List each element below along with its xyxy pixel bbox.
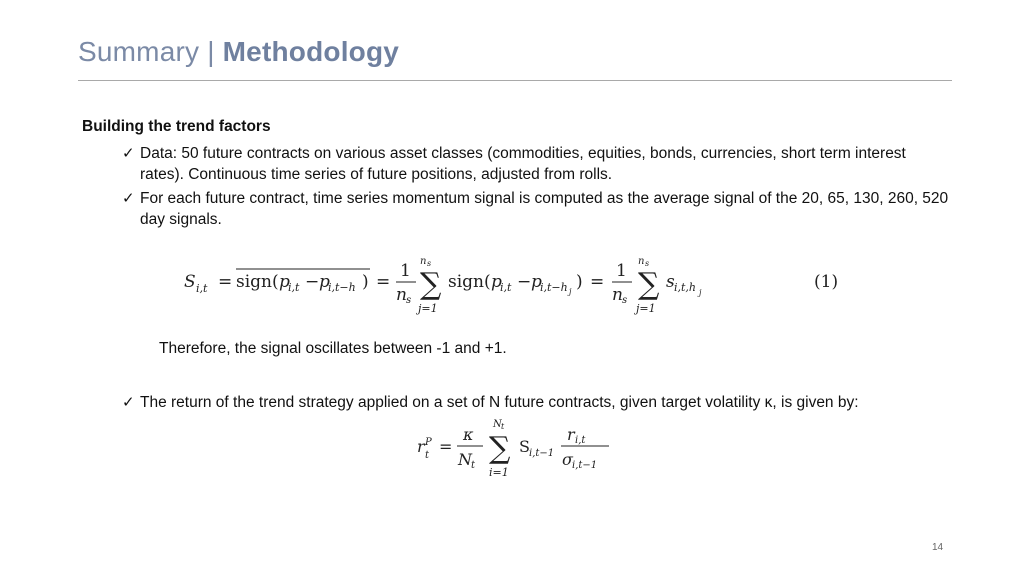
eq-symbol: i=1 bbox=[489, 466, 509, 478]
eq-symbol: t bbox=[501, 422, 505, 431]
section-heading: Building the trend factors bbox=[82, 118, 271, 135]
title-part-methodology: Methodology bbox=[222, 36, 400, 67]
eq-symbol: s bbox=[622, 295, 628, 306]
eq-symbol: j=1 bbox=[418, 302, 438, 315]
eq-symbol: = bbox=[218, 272, 233, 292]
eq-symbol: p bbox=[319, 272, 330, 292]
eq-symbol: s bbox=[666, 272, 675, 292]
title-separator: | bbox=[207, 36, 215, 67]
eq-symbol: r bbox=[417, 437, 425, 456]
bullet-text: Data: 50 future contracts on various asset classes (commodities, equities, bonds, currencies, short term interest rates). Continuous time series of future positions, adjusted from rolls. bbox=[140, 145, 906, 183]
eq-symbol: i,t bbox=[575, 435, 586, 446]
eq-symbol: − bbox=[517, 272, 532, 292]
eq-symbol: p bbox=[531, 272, 542, 292]
checkmark-icon: ✓ bbox=[122, 145, 135, 162]
bullet-text: For each future contract, time series momentum signal is computed as the average signal of the 20, 65, 130, 260, 520 day signals. bbox=[140, 190, 949, 228]
eq-symbol: S bbox=[519, 437, 530, 456]
title-divider bbox=[78, 80, 952, 81]
checkmark-icon: ✓ bbox=[122, 394, 135, 411]
eq-symbol: i,t,h bbox=[674, 281, 697, 294]
eq-symbol: j bbox=[569, 287, 572, 296]
bullet-text: The return of the trend strategy applied on a set of N future contracts, given target volatility κ, is given by: bbox=[140, 394, 859, 411]
slide-title bbox=[78, 36, 399, 68]
sum-icon: ∑ bbox=[489, 431, 511, 466]
eq-symbol: = bbox=[439, 437, 453, 456]
eq-symbol: s bbox=[406, 295, 412, 306]
bullet-data bbox=[122, 143, 952, 185]
eq-symbol: s bbox=[427, 259, 432, 268]
eq-symbol: i,t−h bbox=[328, 281, 356, 294]
bullet-signal bbox=[122, 188, 952, 230]
title-part-summary: Summary bbox=[78, 36, 200, 67]
eq-symbol: t bbox=[471, 460, 476, 471]
eq-symbol: t bbox=[425, 450, 430, 461]
eq-symbol: n bbox=[420, 256, 427, 267]
eq-symbol: s bbox=[645, 259, 650, 268]
eq-symbol: i,t−1 bbox=[529, 448, 555, 459]
eq-symbol: p bbox=[491, 272, 502, 292]
eq-symbol: 1 bbox=[400, 261, 411, 281]
eq-symbol: = bbox=[590, 272, 605, 292]
equation-number: (1) bbox=[814, 272, 839, 292]
signal-equation bbox=[184, 252, 844, 316]
eq-symbol: = bbox=[376, 272, 391, 292]
eq-symbol: − bbox=[305, 272, 320, 292]
eq-symbol: n bbox=[396, 285, 407, 305]
checkmark-icon: ✓ bbox=[122, 190, 135, 207]
eq-symbol: sign( bbox=[236, 272, 279, 292]
eq-symbol: σ bbox=[562, 450, 573, 469]
eq-symbol: i,t bbox=[288, 281, 300, 294]
eq-symbol: sign( bbox=[448, 272, 491, 292]
sum-icon: ∑ bbox=[420, 267, 442, 302]
eq-symbol: N bbox=[493, 419, 502, 430]
sum-icon: ∑ bbox=[638, 267, 660, 302]
eq-symbol: n bbox=[612, 285, 623, 305]
eq-symbol: N bbox=[458, 450, 472, 469]
eq-symbol: i,t−1 bbox=[572, 460, 598, 471]
eq-symbol: j=1 bbox=[636, 302, 656, 315]
eq-symbol: P bbox=[425, 437, 432, 448]
eq-symbol: n bbox=[638, 256, 645, 267]
eq-symbol: i,t bbox=[500, 281, 512, 294]
eq-symbol: p bbox=[279, 272, 290, 292]
eq-symbol: S bbox=[184, 272, 196, 292]
eq-symbol: j bbox=[699, 288, 702, 297]
eq-symbol: i,t bbox=[196, 282, 208, 295]
eq-symbol: κ bbox=[463, 425, 474, 444]
bullet-return bbox=[122, 392, 952, 413]
return-equation bbox=[415, 418, 615, 478]
page-number: 14 bbox=[932, 542, 944, 553]
signal-range-note: Therefore, the signal oscillates between -1 and +1. bbox=[159, 340, 507, 357]
eq-symbol: ) bbox=[362, 272, 369, 292]
eq-symbol: 1 bbox=[616, 261, 627, 281]
eq-symbol: i,t−h bbox=[540, 281, 568, 294]
eq-symbol: ) bbox=[576, 272, 583, 292]
eq-symbol: r bbox=[567, 425, 575, 444]
